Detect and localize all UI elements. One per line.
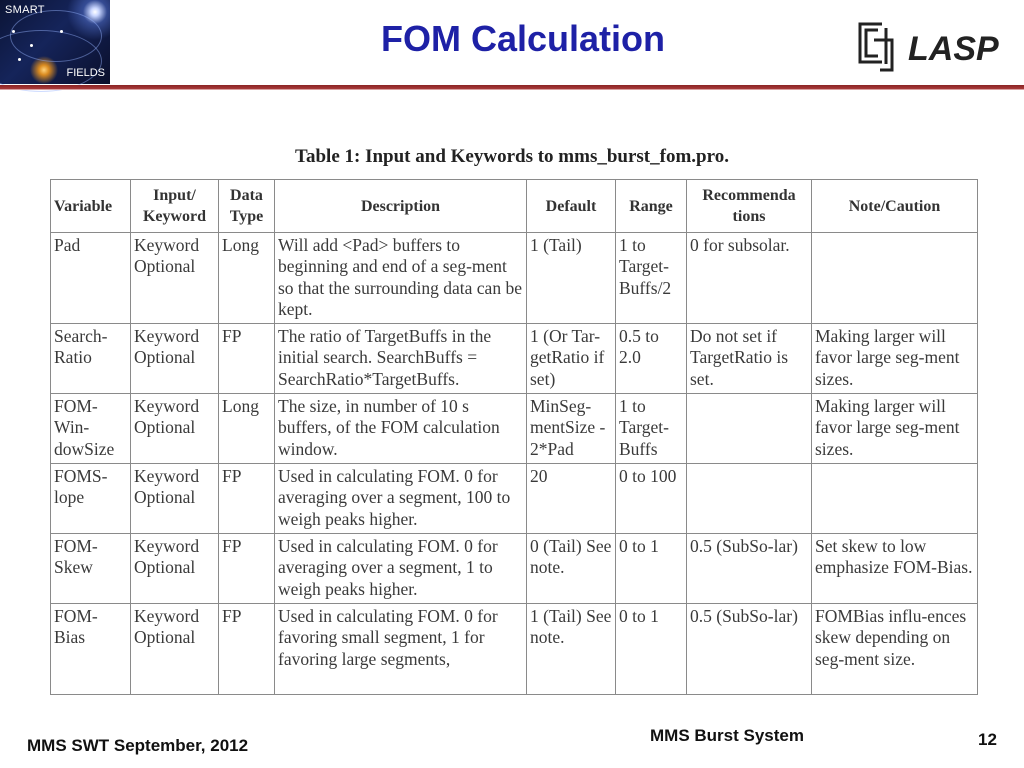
cell-range: 0 to 100 bbox=[616, 464, 687, 534]
cell-description: The ratio of TargetBuffs in the initial search. SearchBuffs = SearchRatio*TargetBuffs. bbox=[275, 324, 527, 394]
col-header-variable: Variable bbox=[51, 180, 131, 233]
cell-default: 0 (Tail) See note. bbox=[527, 534, 616, 604]
footer-meeting-label: MMS SWT September, 2012 bbox=[27, 736, 249, 755]
cell-data-type: Long bbox=[219, 233, 275, 324]
lasp-logo bbox=[852, 18, 1004, 76]
col-header-range: Range bbox=[616, 180, 687, 233]
table-row bbox=[51, 324, 978, 394]
col-header-recommendations: Recommenda tions bbox=[687, 180, 812, 233]
cell-default: 1 (Tail) See note. bbox=[527, 603, 616, 694]
cell-description: Used in calculating FOM. 0 for averaging over a segment, 100 to weigh peaks higher. bbox=[275, 464, 527, 534]
cell-variable: FOM-Win-dowSize bbox=[51, 394, 131, 464]
logo-bottom-label: FIELDS bbox=[66, 67, 105, 79]
col-header-note: Note/Caution bbox=[812, 180, 978, 233]
cell-range: 1 to Target-Buffs/2 bbox=[616, 233, 687, 324]
col-header-data-type: Data Type bbox=[219, 180, 275, 233]
col-header-description: Description bbox=[275, 180, 527, 233]
cell-input: Keyword Optional bbox=[131, 233, 219, 324]
footer-system-label: MMS Burst System bbox=[650, 726, 804, 745]
logo-top-label: SMART bbox=[5, 4, 45, 16]
table-row bbox=[51, 233, 978, 324]
table-row bbox=[51, 464, 978, 534]
cell-description: Used in calculating FOM. 0 for averaging over a segment, 1 to weigh peaks higher. bbox=[275, 534, 527, 604]
cell-note: FOMBias influ-ences skew depending on seg-ment size. bbox=[812, 603, 978, 694]
cell-note bbox=[812, 233, 978, 324]
table-row bbox=[51, 394, 978, 464]
cell-variable: Pad bbox=[51, 233, 131, 324]
cell-data-type: FP bbox=[219, 324, 275, 394]
lasp-logo-text: LASP bbox=[908, 30, 999, 68]
cell-note bbox=[812, 464, 978, 534]
page-title: FOM Calculation bbox=[380, 18, 665, 59]
cell-range: 0 to 1 bbox=[616, 603, 687, 694]
cell-default: 1 (Or Tar-getRatio if set) bbox=[527, 324, 616, 394]
cell-data-type: FP bbox=[219, 534, 275, 604]
col-header-default: Default bbox=[527, 180, 616, 233]
cell-description: The size, in number of 10 s buffers, of the FOM calculation window. bbox=[275, 394, 527, 464]
cell-recommendations bbox=[687, 464, 812, 534]
cell-note: Making larger will favor large seg-ment sizes. bbox=[812, 324, 978, 394]
header-divider-shadow bbox=[0, 89, 1024, 90]
cell-description: Used in calculating FOM. 0 for favoring small segment, 1 for favoring large segments, bbox=[275, 603, 527, 694]
cell-note: Making larger will favor large seg-ment sizes. bbox=[812, 394, 978, 464]
cell-range: 0.5 to 2.0 bbox=[616, 324, 687, 394]
cell-range: 0 to 1 bbox=[616, 534, 687, 604]
table-header-row bbox=[51, 180, 978, 233]
cell-input: Keyword Optional bbox=[131, 603, 219, 694]
fom-keywords-table bbox=[50, 179, 978, 695]
cell-input: Keyword Optional bbox=[131, 394, 219, 464]
cell-note: Set skew to low emphasize FOM-Bias. bbox=[812, 534, 978, 604]
cell-recommendations bbox=[687, 394, 812, 464]
cell-recommendations: 0.5 (SubSo-lar) bbox=[687, 603, 812, 694]
col-header-input: Input/ Keyword bbox=[131, 180, 219, 233]
cell-input: Keyword Optional bbox=[131, 534, 219, 604]
table-row bbox=[51, 603, 978, 694]
table-caption: Table 1: Input and Keywords to mms_burst_fom.pro. bbox=[295, 146, 729, 167]
cell-input: Keyword Optional bbox=[131, 324, 219, 394]
cell-description: Will add <Pad> buffers to beginning and end of a seg-ment so that the surrounding data can be kept. bbox=[275, 233, 527, 324]
cu-emblem-icon bbox=[860, 24, 892, 70]
cell-data-type: FP bbox=[219, 603, 275, 694]
cell-default: 1 (Tail) bbox=[527, 233, 616, 324]
cell-data-type: Long bbox=[219, 394, 275, 464]
page-number: 12 bbox=[978, 730, 997, 749]
cell-variable: FOM-Bias bbox=[51, 603, 131, 694]
cell-variable: FOM-Skew bbox=[51, 534, 131, 604]
cell-variable: Search-Ratio bbox=[51, 324, 131, 394]
cell-recommendations: 0.5 (SubSo-lar) bbox=[687, 534, 812, 604]
cell-default: 20 bbox=[527, 464, 616, 534]
cell-range: 1 to Target-Buffs bbox=[616, 394, 687, 464]
cell-recommendations: 0 for subsolar. bbox=[687, 233, 812, 324]
table-row bbox=[51, 534, 978, 604]
cell-data-type: FP bbox=[219, 464, 275, 534]
cell-recommendations: Do not set if TargetRatio is set. bbox=[687, 324, 812, 394]
cell-default: MinSeg-mentSize - 2*Pad bbox=[527, 394, 616, 464]
cell-variable: FOMS-lope bbox=[51, 464, 131, 534]
cell-input: Keyword Optional bbox=[131, 464, 219, 534]
